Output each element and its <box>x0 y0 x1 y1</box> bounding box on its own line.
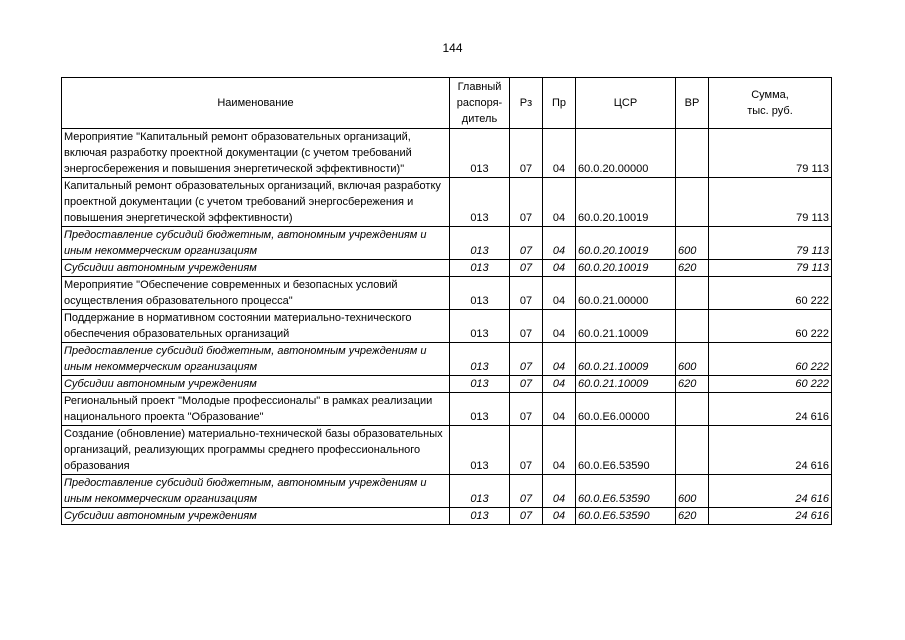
cell-vr: 620 <box>676 376 709 393</box>
cell-sum: 24 616 <box>709 475 832 508</box>
cell-pr: 04 <box>543 260 576 277</box>
cell-pr: 04 <box>543 277 576 310</box>
cell-rz: 07 <box>510 310 543 343</box>
cell-sum: 24 616 <box>709 426 832 475</box>
cell-sum: 79 113 <box>709 260 832 277</box>
cell-vr <box>676 129 709 178</box>
table-row <box>62 260 832 277</box>
table-row <box>62 343 832 376</box>
cell-sum: 79 113 <box>709 227 832 260</box>
table-header-row <box>62 78 832 129</box>
cell-vr <box>676 178 709 227</box>
cell-pr: 04 <box>543 310 576 343</box>
cell-vr: 620 <box>676 508 709 525</box>
cell-pr: 04 <box>543 475 576 508</box>
cell-vr: 620 <box>676 260 709 277</box>
cell-grbs: 013 <box>450 178 510 227</box>
table-row <box>62 475 832 508</box>
cell-name: Субсидии автономным учреждениям <box>62 260 450 277</box>
cell-csr: 60.0.E6.53590 <box>576 426 676 475</box>
cell-name: Региональный проект "Молодые профессионалы" в рамках реализации национального проекта "Образование" <box>62 393 450 426</box>
header-name: Наименование <box>62 78 450 129</box>
cell-vr: 600 <box>676 475 709 508</box>
cell-sum: 24 616 <box>709 393 832 426</box>
cell-vr <box>676 426 709 475</box>
cell-pr: 04 <box>543 393 576 426</box>
cell-vr <box>676 393 709 426</box>
cell-grbs: 013 <box>450 475 510 508</box>
cell-name: Капитальный ремонт образовательных организаций, включая разработку проектной документации (с учетом требований энергосбережения и повышения энергетической эффективности) <box>62 178 450 227</box>
cell-rz: 07 <box>510 376 543 393</box>
cell-sum: 60 222 <box>709 277 832 310</box>
cell-rz: 07 <box>510 277 543 310</box>
cell-name: Мероприятие "Капитальный ремонт образовательных организаций, включая разработку проектной документации (с учетом требований энергосбережения и повышения энергетической эффективности)" <box>62 129 450 178</box>
cell-pr: 04 <box>543 426 576 475</box>
cell-rz: 07 <box>510 343 543 376</box>
table-row <box>62 227 832 260</box>
header-sum: Сумма, тыс. руб. <box>709 78 832 129</box>
cell-grbs: 013 <box>450 260 510 277</box>
cell-grbs: 013 <box>450 310 510 343</box>
cell-pr: 04 <box>543 508 576 525</box>
cell-sum: 24 616 <box>709 508 832 525</box>
cell-pr: 04 <box>543 129 576 178</box>
cell-csr: 60.0.20.10019 <box>576 260 676 277</box>
cell-vr <box>676 310 709 343</box>
table-row <box>62 277 832 310</box>
cell-grbs: 013 <box>450 129 510 178</box>
cell-sum: 60 222 <box>709 376 832 393</box>
table-row <box>62 508 832 525</box>
page-number: 144 <box>442 41 463 55</box>
cell-csr: 60.0.E6.53590 <box>576 475 676 508</box>
table-body <box>62 129 832 525</box>
cell-sum: 60 222 <box>709 310 832 343</box>
cell-rz: 07 <box>510 260 543 277</box>
cell-rz: 07 <box>510 475 543 508</box>
cell-name: Предоставление субсидий бюджетным, автономным учреждениям и иным некоммерческим организациям <box>62 227 450 260</box>
cell-name: Поддержание в нормативном состоянии материально-технического обеспечения образовательных организаций <box>62 310 450 343</box>
cell-csr: 60.0.21.10009 <box>576 310 676 343</box>
cell-grbs: 013 <box>450 393 510 426</box>
cell-rz: 07 <box>510 227 543 260</box>
cell-grbs: 013 <box>450 376 510 393</box>
cell-name: Мероприятие "Обеспечение современных и безопасных условий осуществления образовательного процесса" <box>62 277 450 310</box>
cell-name: Создание (обновление) материально-технической базы образовательных организаций, реализующих программы среднего профессионального образования <box>62 426 450 475</box>
table-row <box>62 310 832 343</box>
cell-grbs: 013 <box>450 508 510 525</box>
cell-vr: 600 <box>676 343 709 376</box>
cell-pr: 04 <box>543 343 576 376</box>
cell-csr: 60.0.21.10009 <box>576 343 676 376</box>
cell-csr: 60.0.20.00000 <box>576 129 676 178</box>
cell-csr: 60.0.20.10019 <box>576 178 676 227</box>
table-row <box>62 376 832 393</box>
cell-csr: 60.0.E6.00000 <box>576 393 676 426</box>
cell-pr: 04 <box>543 227 576 260</box>
header-csr: ЦСР <box>576 78 676 129</box>
cell-grbs: 013 <box>450 277 510 310</box>
table-row <box>62 178 832 227</box>
cell-name: Субсидии автономным учреждениям <box>62 508 450 525</box>
header-rz: Рз <box>510 78 543 129</box>
cell-rz: 07 <box>510 178 543 227</box>
cell-vr <box>676 277 709 310</box>
cell-name: Предоставление субсидий бюджетным, автономным учреждениям и иным некоммерческим организациям <box>62 343 450 376</box>
cell-pr: 04 <box>543 376 576 393</box>
cell-sum: 79 113 <box>709 129 832 178</box>
cell-name: Субсидии автономным учреждениям <box>62 376 450 393</box>
cell-rz: 07 <box>510 393 543 426</box>
cell-csr: 60.0.21.00000 <box>576 277 676 310</box>
cell-name: Предоставление субсидий бюджетным, автономным учреждениям и иным некоммерческим организациям <box>62 475 450 508</box>
cell-grbs: 013 <box>450 343 510 376</box>
table-row <box>62 393 832 426</box>
header-vr: ВР <box>676 78 709 129</box>
cell-grbs: 013 <box>450 227 510 260</box>
table-row <box>62 426 832 475</box>
cell-pr: 04 <box>543 178 576 227</box>
cell-sum: 60 222 <box>709 343 832 376</box>
cell-rz: 07 <box>510 508 543 525</box>
cell-grbs: 013 <box>450 426 510 475</box>
cell-vr: 600 <box>676 227 709 260</box>
cell-rz: 07 <box>510 426 543 475</box>
cell-rz: 07 <box>510 129 543 178</box>
cell-sum: 79 113 <box>709 178 832 227</box>
header-pr: Пр <box>543 78 576 129</box>
table-row <box>62 129 832 178</box>
cell-csr: 60.0.20.10019 <box>576 227 676 260</box>
cell-csr: 60.0.E6.53590 <box>576 508 676 525</box>
header-grbs: Главный распоря- дитель <box>450 78 510 129</box>
budget-table <box>61 77 832 525</box>
cell-csr: 60.0.21.10009 <box>576 376 676 393</box>
